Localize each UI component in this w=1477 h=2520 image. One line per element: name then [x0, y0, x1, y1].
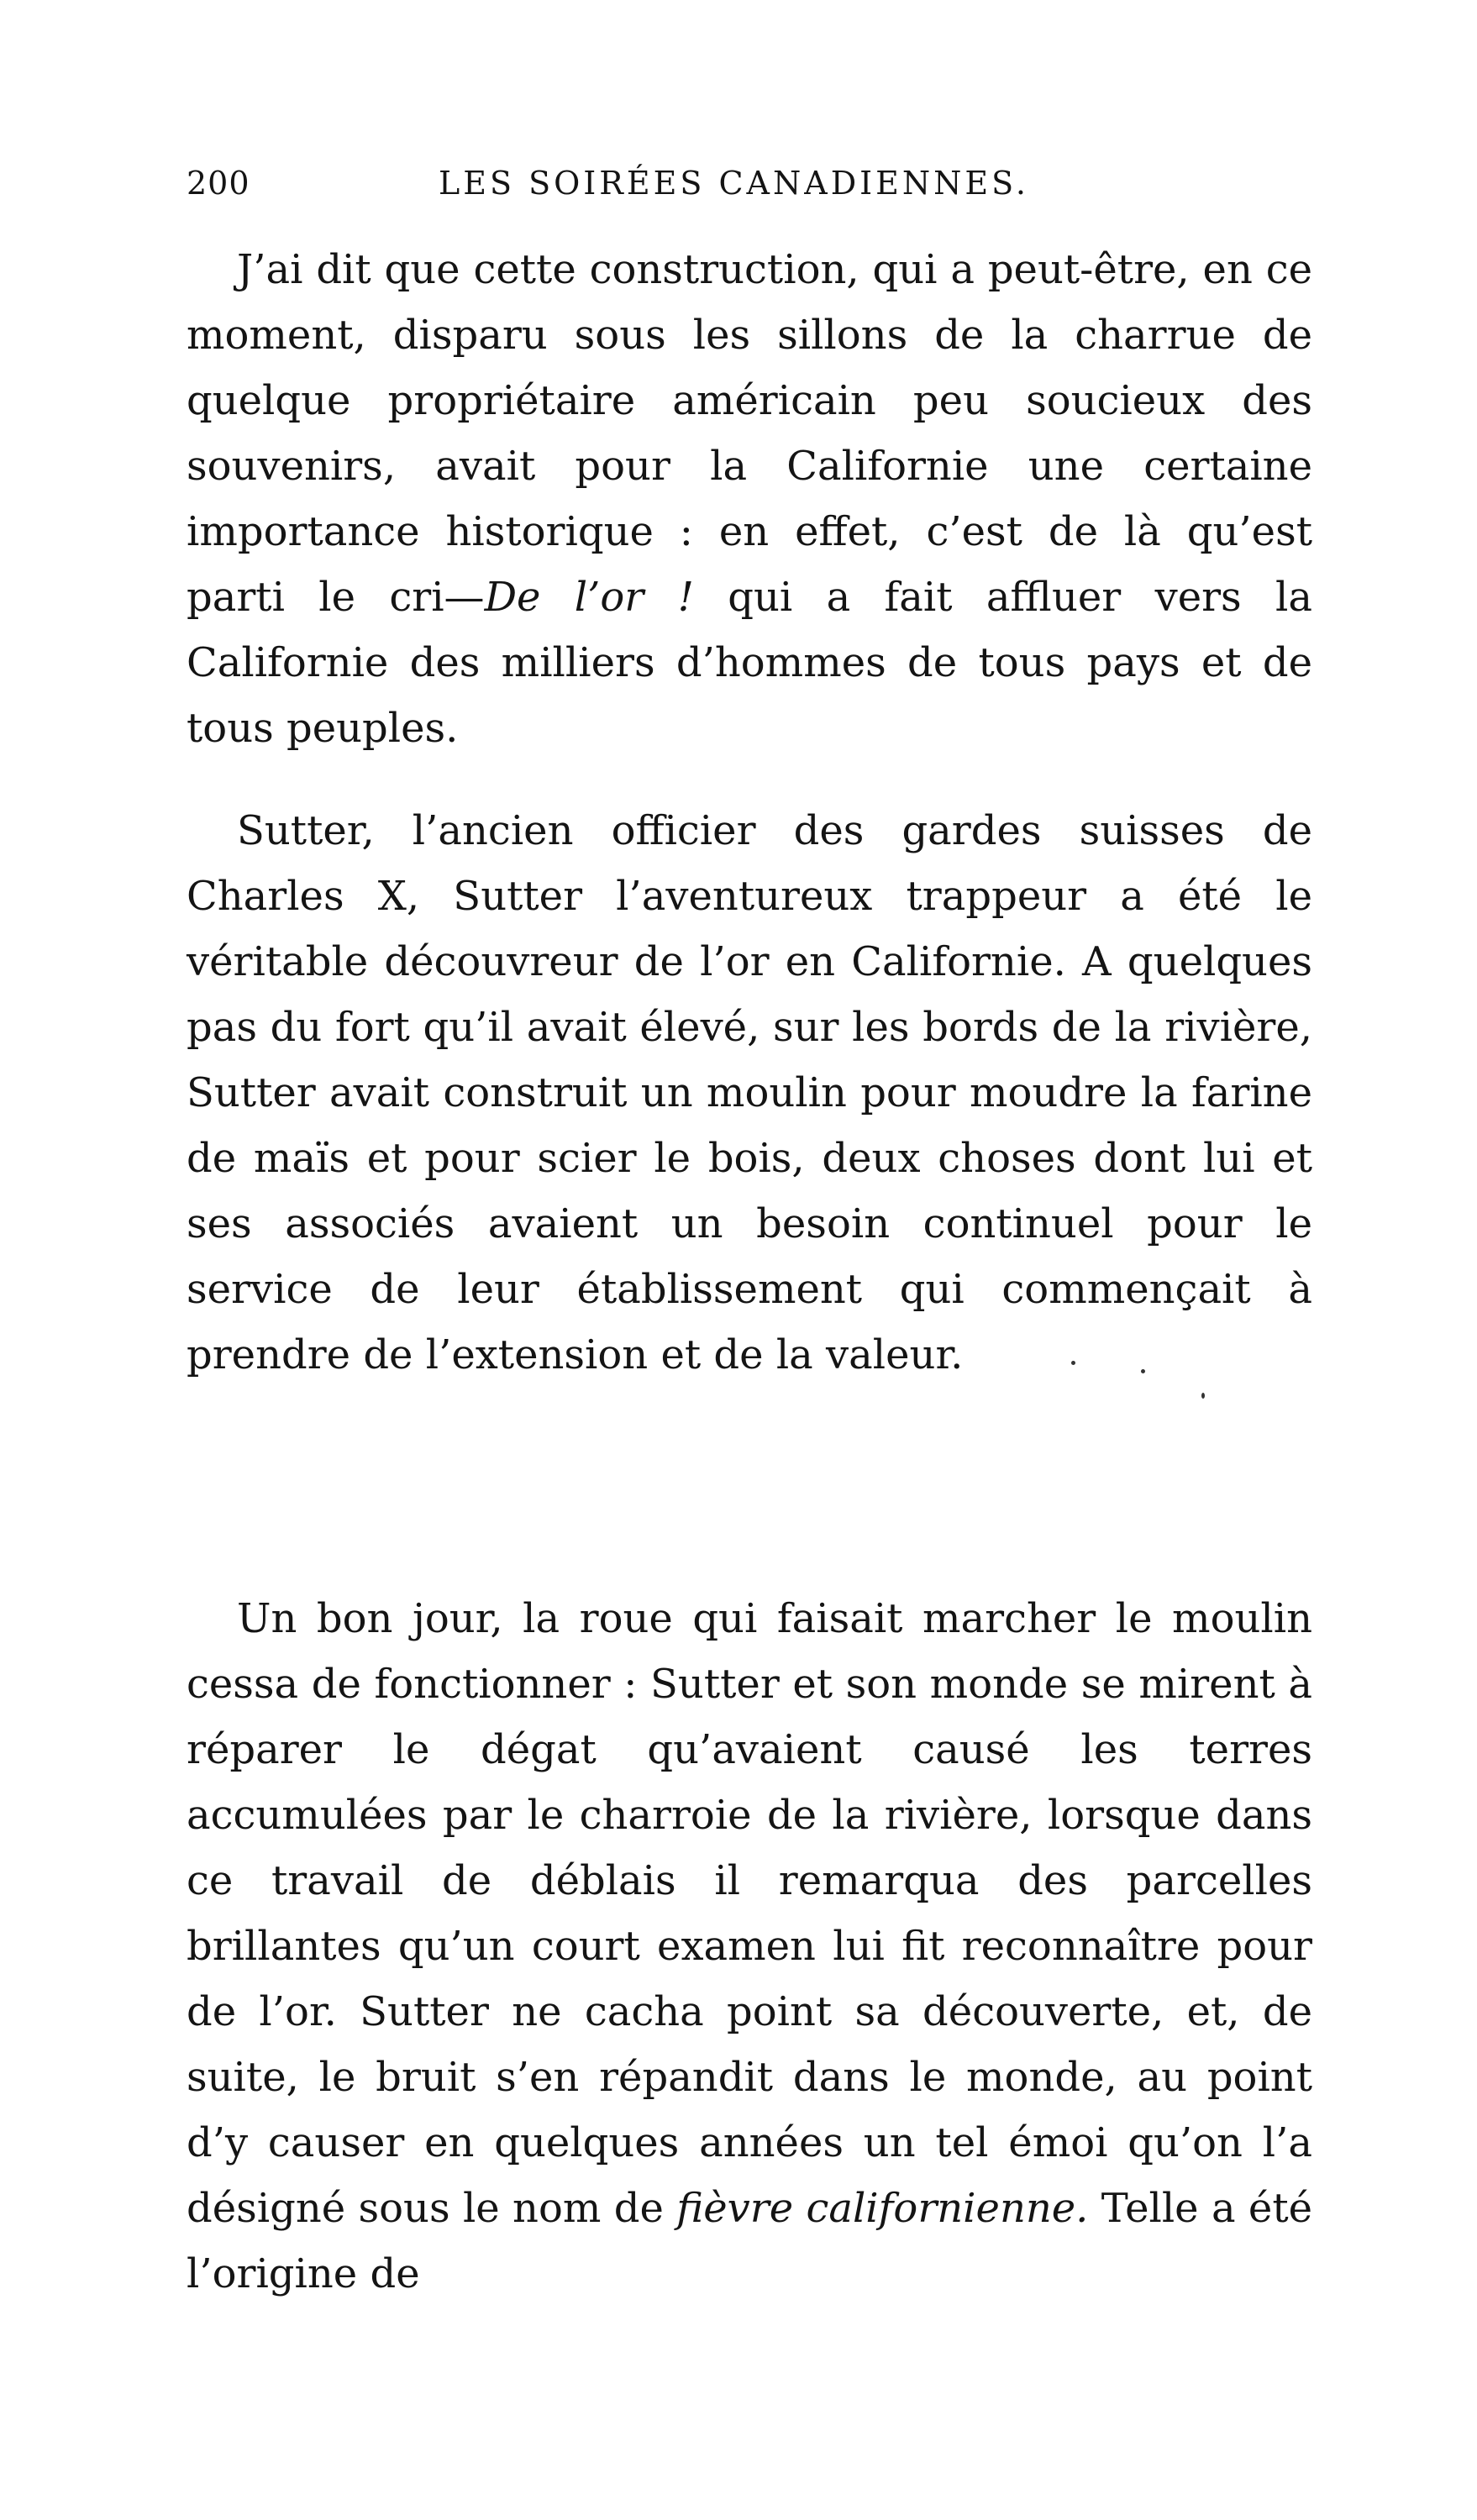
paragraph-1-text-end: qui a fait affluer vers la Californie des milliers d’hommes de tous pays et de tous peuples. [187, 574, 1312, 752]
print-speck [1201, 1393, 1205, 1399]
paragraph-1 [187, 237, 1312, 761]
page-header [187, 165, 1312, 215]
paragraph-1-italic: De l’or ! [484, 574, 694, 621]
paragraph-3-text: Un bon jour, la roue qui faisait marcher le moulin cessa de fonctionner : Sutter et son monde se mirent à réparer le dégat qu’avaient causé les terres accumulées par le charroie de la rivière, lorsque dans ce travail de déblais il remarqua des parcelles brillantes qu’un court examen lui fit reconnaître pour de l’or. Sutter ne cacha point sa découverte, et, de suite, le bruit s’en répandit dans le monde, au point d’y causer en quelques années un tel émoi qu’on l’a désigné sous le nom de [187, 1595, 1312, 2232]
page-number: 200 [187, 165, 250, 202]
print-speck [1071, 1361, 1075, 1365]
paragraph-1-text: J’ai dit que cette construction, qui a peut-être, en ce moment, disparu sous les sillons de la charrue de quelque propriétaire américain peu soucieux des souvenirs, avait pour la Californie une certaine importance historique : en effet, c’est de là qu’est parti le cri— [187, 246, 1312, 621]
paragraph-2 [187, 798, 1312, 1388]
paragraph-3-italic: fièvre californienne. [676, 2185, 1089, 2232]
paragraph-3 [187, 1586, 1312, 2307]
paragraph-2-text: Sutter, l’ancien officier des gardes suisses de Charles X, Sutter l’aventureux trappeur a été le véritable découvreur de l’or en Californie. A quelques pas du fort qu’il avait élevé, sur les bords de la rivière, Sutter avait construit un moulin pour moudre la farine de maïs et pour scier le bois, deux choses dont lui et ses associés avaient un besoin continuel pour le service de leur établissement qui commençait à prendre de l’extension et de la valeur. [187, 807, 1312, 1378]
running-title: LES SOIRÉES CANADIENNES. [439, 165, 1029, 202]
print-speck [1141, 1369, 1145, 1373]
paragraph-3-text-end: Telle a été l’origine de [187, 2185, 1313, 2297]
